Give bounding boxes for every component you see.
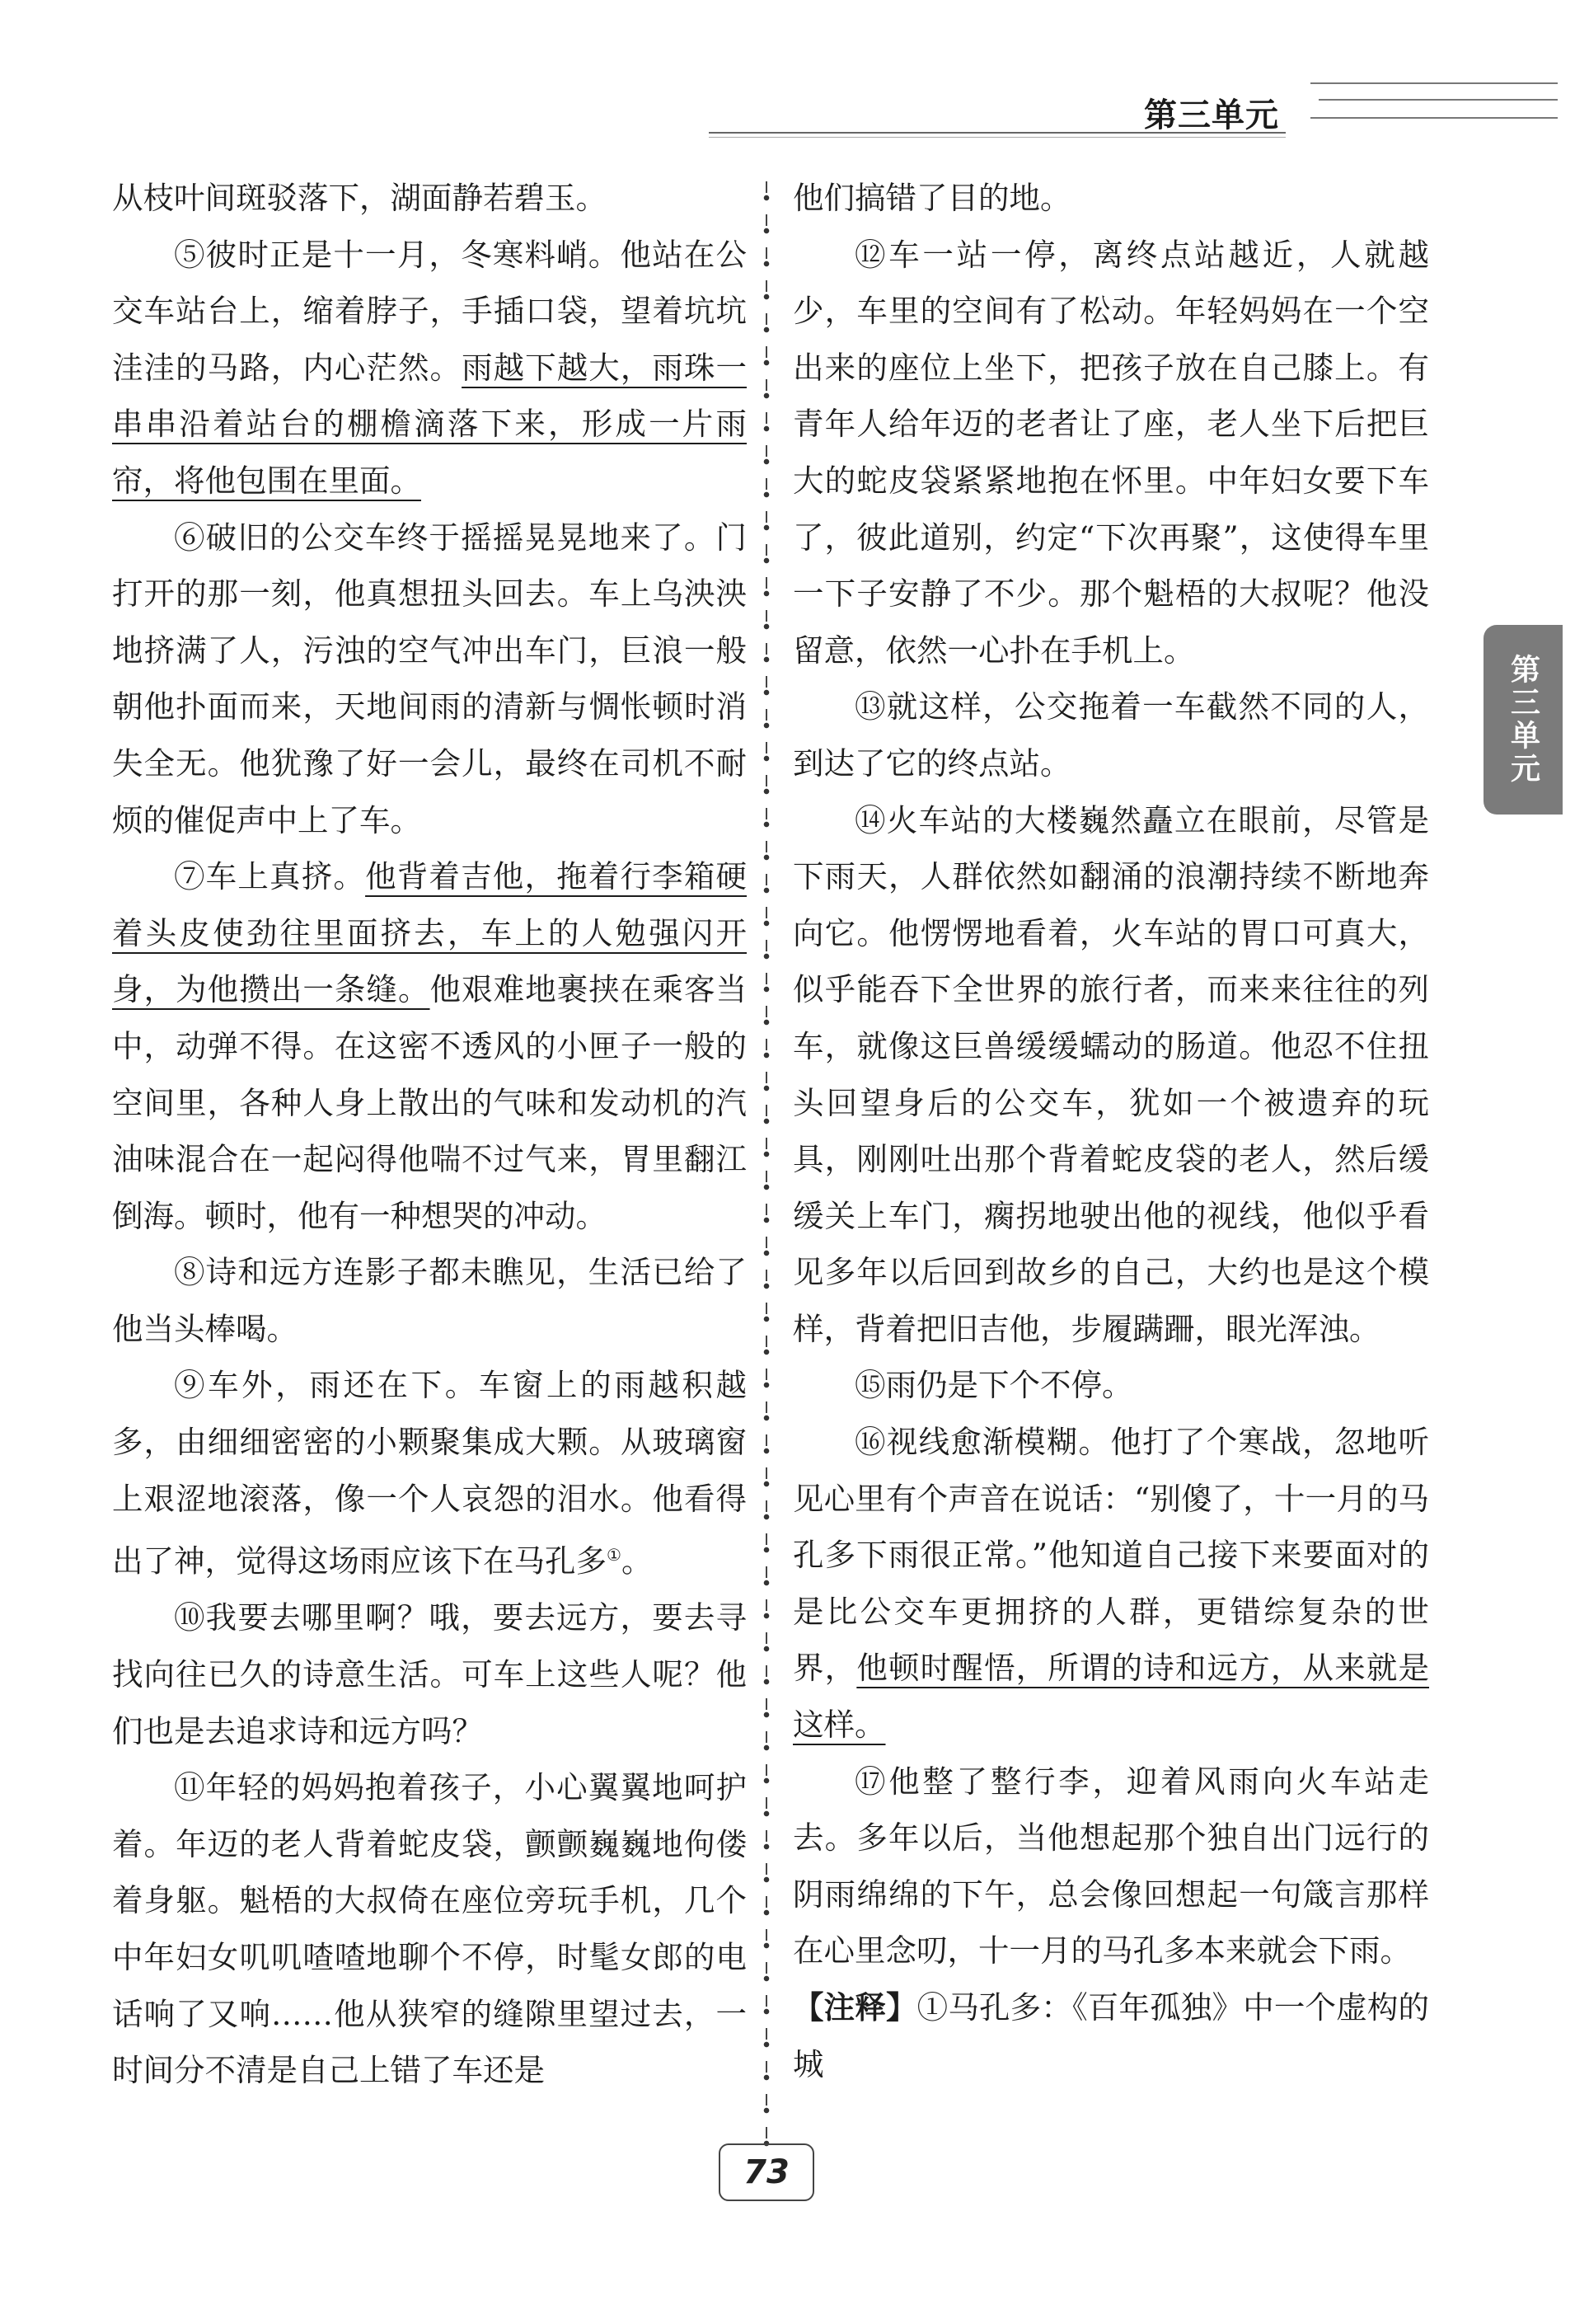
paragraph-17: ⑰他整了整行李，迎着风雨向火车站走去。多年以后，当他想起那个独自出门远行的阴雨绵绵的下午，总会像回想起一句箴言那样在心里念叨，十一月的马孔多本来就会下雨。 xyxy=(793,1763,1429,1970)
underlined-sentence: 雨越下越大，雨珠一串串沿着站台的棚檐滴落下来，形成一片雨帘，将他包围在里面。 xyxy=(112,349,747,499)
paragraph-13: ⑬就这样，公交拖着一车截然不同的人，到达了它的终点站。 xyxy=(793,688,1429,782)
page-number: 73 xyxy=(719,2143,814,2201)
paragraph-7: ⑦车上真挤。他背着吉他，拖着行李箱硬着头皮使劲往里面挤去，车上的人勉强闪开身，为他攒出一条缝。他艰难地裹挟在乘客当中，动弹不得。在这密不透风的小匣子一般的空间里，各种人身上散出的气味和发动机的汽油味混合在一起闷得他喘不过气来，胃里翻江倒海。顿时，他有一种想哭的冲动。 xyxy=(112,858,748,1234)
header-deco-line xyxy=(1310,82,1558,84)
note-text: ①马孔多：《百年孤独》中一个虚构的城 xyxy=(793,1989,1430,2082)
underlined-sentence: 他顿时醒悟，所谓的诗和远方，从来就是这样。 xyxy=(793,1650,1430,1744)
unit-side-tab: 第三单元 xyxy=(1484,625,1563,815)
paragraph-11: ⑪年轻的妈妈抱着孩子，小心翼翼地呵护着。年迈的老人背着蛇皮袋，颤颤巍巍地佝偻着身躯。魁梧的大叔倚在座位旁玩手机，几个中年妇女叽叽喳喳地聊个不停，时髦女郎的电话响了又响……他从狭窄的缝隙里望过去，一时间分不清是自己上错了车还是 xyxy=(112,1769,747,2089)
right-column xyxy=(793,170,1429,2092)
footnote xyxy=(793,1979,1429,2092)
note-label: 【注释】 xyxy=(793,1989,917,2026)
paragraph-15: ⑮雨仍是下个不停。 xyxy=(855,1367,1133,1404)
header-deco-line xyxy=(1319,99,1558,101)
column-divider-dots xyxy=(762,181,771,2152)
paragraph-14: ⑭火车站的大楼巍然矗立在眼前，尽管是下雨天，人群依然如翻涌的浪潮持续不断地奔向它。他愣愣地看着，火车站的胃口可真大，似乎能吞下全世界的旅行者，而来来往往的列车，就像这巨兽缓缓蠕动的肠道。他忍不住扭头回望身后的公交车，犹如一个被遗弃的玩具，刚刚吐出那个背着蛇皮袋的老人，然后缓缓关上车门，瘸拐地驶出他的视线，他似乎看见多年以后回到故乡的自己，大约也是这个模样，背着把旧吉他，步履蹒跚，眼光浑浊。 xyxy=(793,801,1429,1347)
header-rule-thin xyxy=(709,137,1286,138)
paragraph-8: ⑧诗和远方连影子都未瞧见，生活已给了他当头棒喝。 xyxy=(112,1254,747,1347)
paragraph: 他们搞错了目的地。 xyxy=(793,180,1071,216)
header-deco-line xyxy=(1310,117,1558,119)
unit-title: 第三单元 xyxy=(1144,96,1279,134)
paragraph-10: ⑩我要去哪里啊？哦，要去远方，要去寻找向往已久的诗意生活。可车上这些人呢？他们也是去追求诗和远方吗？ xyxy=(112,1599,747,1749)
paragraph-6: ⑥破旧的公交车终于摇摇晃晃地来了。门打开的那一刻，他真想扭头回去。车上乌泱泱地挤满了人，污浊的空气冲出车门，巨浪一般朝他扑面而来，天地间雨的清新与惆怅顿时消失全无。他犹豫了好一会儿，最终在司机不耐烦的催促声中上了车。 xyxy=(112,519,747,838)
paragraph-12: ⑫车一站一停，离终点站越近，人就越少，车里的空间有了松动。年轻妈妈在一个空出来的座位上坐下，把孩子放在自己膝上。有青年人给年迈的老者让了座，老人坐下后把巨大的蛇皮袋紧紧地抱在怀里。中年妇女要下车了，彼此道别，约定“下次再聚”，这使得车里一下子安静了不少。那个魁梧的大叔呢？他没留意，依然一心扑在手机上。 xyxy=(793,236,1429,669)
footnote-marker: ① xyxy=(607,1545,621,1566)
paragraph: 从枝叶间斑驳落下，湖面静若碧玉。 xyxy=(112,180,607,216)
paragraph-9: ⑨车外，雨还在下。车窗上的雨越积越多，由细细密密的小颗聚集成大颗。从玻璃窗上艰涩地滚落，像一个人哀怨的泪水。他看得出了神，觉得这场雨应该下在马孔多①。 xyxy=(112,1367,747,1580)
underlined-sentence: 他背着吉他，拖着行李箱硬着头皮使劲往里面挤去，车上的人勉强闪开身，为他攒出一条缝。 xyxy=(112,858,748,1008)
paragraph-16: ⑯视线愈渐模糊。他打了个寒战，忽地听见心里有个声音在说话：“别傻了，十一月的马孔多下雨很正常。”他知道自己接下来要面对的是比公交车更拥挤的人群，更错综复杂的世界，他顿时醒悟，所谓的诗和远方，从来就是这样。 xyxy=(793,1424,1430,1744)
left-column xyxy=(112,170,747,2099)
paragraph-5: ⑤彼时正是十一月，冬寒料峭。他站在公交车站台上，缩着脖子，手插口袋，望着坑坑洼洼的马路，内心茫然。雨越下越大，雨珠一串串沿着站台的棚檐滴落下来，形成一片雨帘，将他包围在里面。 xyxy=(112,236,747,499)
